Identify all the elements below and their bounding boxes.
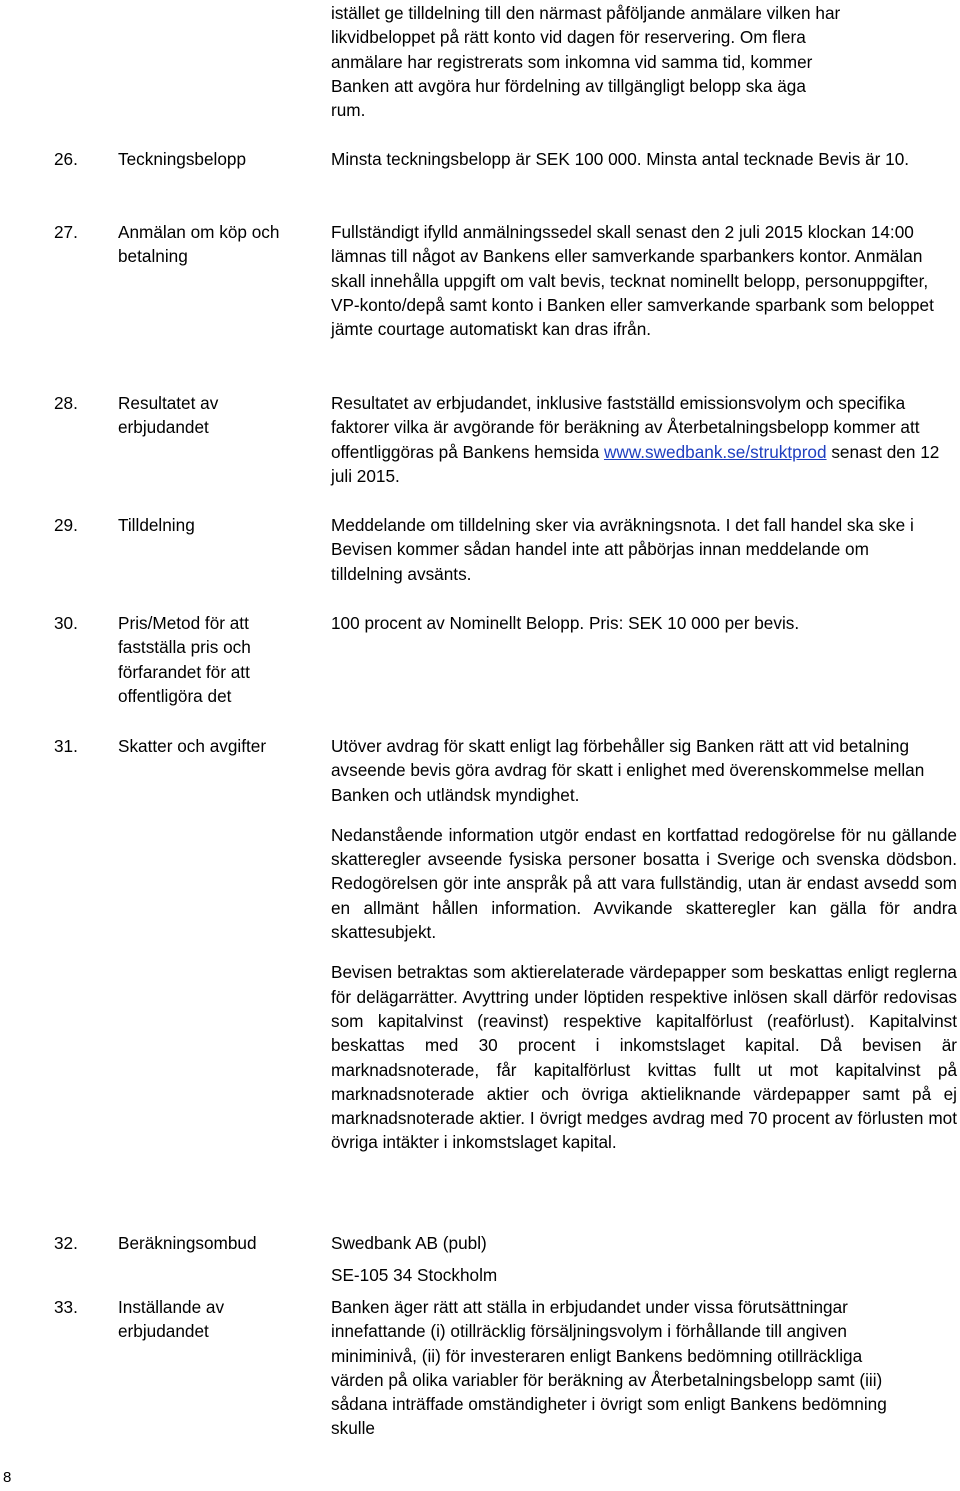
section-text bbox=[331, 513, 931, 586]
section-text bbox=[331, 611, 957, 635]
section-label: Inställande av erbjudandet bbox=[118, 1297, 225, 1342]
intro-line-3: anmälare har registrerats som inkomna vid samma tid, kommer bbox=[331, 51, 813, 72]
section-28-text-before: Resultatet av erbjudandet, inklusive fastställd emissionsvolym och specifika faktorer vilka är avgörande för beräkning av Återbetalningsbelopp kommer att offentliggöras på Bankens hemsida bbox=[331, 393, 920, 462]
section-31-paragraph-3: Bevisen betraktas som aktierelaterade värdepapper som beskattas enligt reglerna för delägarrätter. Avyttring under löptiden respektive inlösen skall därför redovisas som kapitalvinst (reavinst) respektive kapitalförlust (reaförlust). Kapitalvinst beskattas med 30 procent i inkomstslaget kapital. Då bevisen är marknadsnoterade, får kapitalförlust kvittas fullt ut mot kapitalvinst på marknadsnoterade aktier och övriga aktieliknande värdepapper samt på ej marknadsnoterade aktier. I övrigt medges avdrag med 70 procent av förlusten mot övriga intäkter i inkomstslaget kapital. bbox=[331, 962, 957, 1153]
section-28-text bbox=[331, 391, 953, 488]
section-number: 27. bbox=[54, 222, 78, 242]
intro-line-1: istället ge tilldelning till den närmast påföljande anmälare vilken har bbox=[331, 3, 841, 23]
section-label: Tilldelning bbox=[118, 515, 195, 535]
page-number: 8 bbox=[3, 1469, 12, 1486]
section-label: Pris/Metod för att fastställa pris och förfarandet för att offentligöra det bbox=[118, 613, 251, 706]
section-28-text-after: senast den 12 juli 2015. bbox=[331, 441, 940, 486]
section-label: Teckningsbelopp bbox=[118, 149, 247, 169]
section-label: Anmälan om köp och betalning bbox=[118, 222, 280, 267]
section-text bbox=[331, 391, 953, 488]
section-number: 31. bbox=[54, 736, 78, 756]
section-number: 28. bbox=[54, 393, 78, 413]
section-32-line-1: Swedbank AB (publ) bbox=[331, 1233, 487, 1253]
section-label: Beräkningsombud bbox=[118, 1233, 257, 1253]
intro-line-2: likvidbeloppet på rätt konto vid dagen för reservering. Om flera bbox=[331, 27, 806, 48]
section-text bbox=[331, 147, 931, 171]
intro-line-5: rum. bbox=[331, 100, 366, 121]
swedbank-link[interactable]: www.swedbank.se/struktprod bbox=[603, 441, 827, 462]
intro-line-4: Banken att avgöra hur fördelning av tillgängligt belopp ska äga bbox=[331, 75, 806, 96]
intro-text bbox=[331, 1, 957, 122]
section-text bbox=[331, 1231, 957, 1288]
section-number: 32. bbox=[54, 1233, 78, 1253]
section-number: 33. bbox=[54, 1297, 78, 1317]
section-number: 30. bbox=[54, 613, 78, 633]
section-27-text: Fullständigt ifylld anmälningssedel skall senast den 2 juli 2015 klockan 14:00 lämnas till något av Bankens eller samverkande sparbankers kontor. Anmälan skall innehålla uppgift om valt bevis, tecknat nominellt belopp, personuppgifter, VP-konto/depå samt konto i Banken eller samverkande sparbank som beloppet jämte courtage automatiskt kan dras ifrån. bbox=[331, 222, 934, 340]
section-label: Skatter och avgifter bbox=[118, 736, 267, 756]
section-31-paragraph-2: Nedanstående information utgör endast en kortfattad redogörelse för nu gällande skatteregler avseende fysiska personer bosatta i Sverige och svenska dödsbon. Redogörelsen gör inte anspråk på att vara fullständig, utan är endast avsedd som en allmänt hållen information. Avvikande skatteregler kan gälla för andra skattesubjekt. bbox=[331, 824, 957, 943]
section-label: Resultatet av erbjudandet bbox=[118, 393, 219, 438]
section-30-text: 100 procent av Nominellt Belopp. Pris: SEK 10 000 per bevis. bbox=[331, 613, 800, 633]
section-text bbox=[331, 220, 943, 341]
section-29-text: Meddelande om tilldelning sker via avräkningsnota. I det fall handel ska ske i Bevisen kommer sådan handel inte att påbörjas innan meddelande om tilldelning avsänts. bbox=[331, 515, 914, 584]
section-32-line-2: SE-105 34 Stockholm bbox=[331, 1265, 498, 1286]
section-text bbox=[331, 1295, 891, 1441]
section-number: 29. bbox=[54, 515, 78, 535]
section-33-text: Banken äger rätt att ställa in erbjudandet under vissa förutsättningar innefattande (i) otillräcklig försäljningsvolym i förhållande till angiven miniminivå, (ii) för investeraren enligt Bankens bedömning otillräckliga värden på olika variabler för beräkning av Återbetalningsbelopp samt (iii) sådana inträffade omständigheter i övrigt som enligt Bankens bedömning skulle bbox=[331, 1297, 887, 1439]
section-26-text: Minsta teckningsbelopp är SEK 100 000. Minsta antal tecknade Bevis är 10. bbox=[331, 149, 910, 169]
section-31-paragraph-1: Utöver avdrag för skatt enligt lag förbehåller sig Banken rätt att vid betalning avseende bevis göra avdrag för skatt i enlighet med överenskommelse mellan Banken och utländsk myndighet. bbox=[331, 736, 925, 805]
section-text bbox=[331, 734, 957, 1155]
section-number: 26. bbox=[54, 149, 78, 169]
